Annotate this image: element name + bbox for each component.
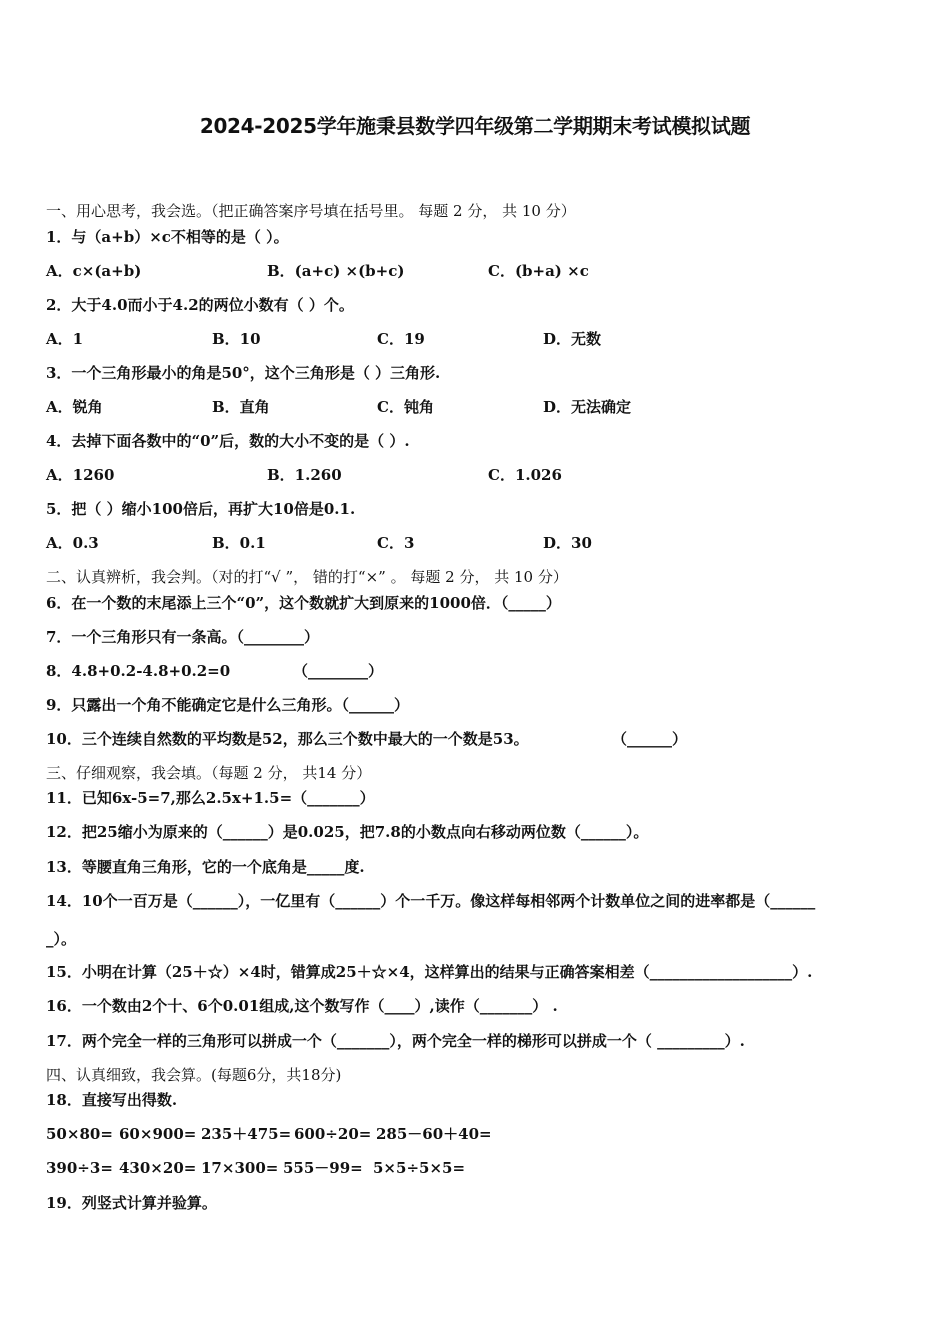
- q4-option-b: B．1.260: [267, 466, 342, 484]
- question-2: 2．大于4.0而小于4.2的两位小数有（ ）个。: [46, 296, 354, 314]
- q5-option-c: C．3: [377, 534, 415, 552]
- calc-item: 50×80=: [46, 1125, 113, 1143]
- calc-item: 390÷3=: [46, 1159, 113, 1177]
- section-1-heading: 一、用心思考，我会选。（把正确答案序号填在括号里。 每题 2 分， 共 10 分）: [46, 202, 576, 220]
- q1-option-b: B．(a+c) ×(b+c): [267, 262, 405, 280]
- question-17: 17．两个完全一样的三角形可以拼成一个（_______），两个完全一样的梯形可以拼成一个（ _________）.: [46, 1032, 745, 1050]
- question-14: 14．10个一百万是（______），一亿里有（______）个一千万。像这样每相邻两个计数单位之间的进率都是（______: [46, 892, 816, 910]
- question-13: 13．等腰直角三角形，它的一个底角是_____度.: [46, 858, 365, 876]
- question-1: 1．与（a+b）×c不相等的是（ ）。: [46, 228, 289, 246]
- question-10-blank: （______）: [612, 730, 688, 748]
- q2-option-a: A．1: [46, 330, 84, 348]
- q5-option-b: B．0.1: [212, 534, 266, 552]
- q2-option-c: C．19: [377, 330, 425, 348]
- q3-option-b: B．直角: [212, 398, 270, 416]
- q2-option-d: D．无数: [543, 330, 602, 348]
- calc-item: 17×300=: [201, 1159, 279, 1177]
- calc-item: 5×5÷5×5=: [373, 1159, 466, 1177]
- q3-option-c: C．钝角: [377, 398, 434, 416]
- q1-option-c: C．(b+a) ×c: [488, 262, 589, 280]
- q4-option-a: A．1260: [46, 466, 115, 484]
- question-3: 3．一个三角形最小的角是50°，这个三角形是（ ）三角形.: [46, 364, 441, 382]
- question-14-continued: _）。: [46, 930, 77, 948]
- question-15: 15．小明在计算（25＋☆）×4时，错算成25＋☆×4，这样算出的结果与正确答案相差（___________________）.: [46, 963, 813, 981]
- q5-option-a: A．0.3: [46, 534, 99, 552]
- calc-item: 60×900=: [119, 1125, 197, 1143]
- question-6: 6．在一个数的末尾添上三个“0”，这个数就扩大到原来的1000倍．（_____）: [46, 594, 561, 612]
- page-title: 2024-2025学年施秉县数学四年级第二学期期末考试模拟试题: [199, 114, 751, 138]
- q3-option-a: A．锐角: [46, 398, 103, 416]
- question-10: 10．三个连续自然数的平均数是52，那么三个数中最大的一个数是53。: [46, 730, 529, 748]
- q2-option-b: B．10: [212, 330, 261, 348]
- section-3-heading: 三、仔细观察，我会填。（每题 2 分， 共14 分）: [46, 764, 372, 782]
- question-19: 19．列竖式计算并验算。: [46, 1194, 217, 1212]
- question-12: 12．把25缩小为原来的（______）是0.025，把7.8的小数点向右移动两位数（______）。: [46, 823, 649, 841]
- question-11: 11．已知6x-5=7,那么2.5x+1.5=（_______）: [46, 789, 375, 807]
- question-5: 5．把（ ）缩小100倍后，再扩大10倍是0.1.: [46, 500, 356, 518]
- section-2-heading: 二、认真辨析，我会判。（对的打“√ ”， 错的打“×” 。 每题 2 分， 共 10 分）: [46, 568, 568, 586]
- q1-option-a: A．c×(a+b): [46, 262, 142, 280]
- q4-option-c: C．1.026: [488, 466, 562, 484]
- question-4: 4．去掉下面各数中的“0”后，数的大小不变的是（ ）.: [46, 432, 410, 450]
- section-4-heading: 四、认真细致，我会算。(每题6分，共18分): [46, 1066, 342, 1084]
- q3-option-d: D．无法确定: [543, 398, 632, 416]
- question-16: 16．一个数由2个十、6个0.01组成,这个数写作（____）,读作（_______） .: [46, 997, 558, 1015]
- calc-item: 555－99=: [283, 1159, 363, 1177]
- question-8: 8．4.8+0.2-4.8+0.2=0: [46, 662, 231, 680]
- calc-item: 430×20=: [119, 1159, 197, 1177]
- question-7: 7．一个三角形只有一条高。（________）: [46, 628, 319, 646]
- question-8-blank: （________）: [293, 662, 384, 680]
- question-18: 18．直接写出得数.: [46, 1091, 178, 1109]
- question-9: 9．只露出一个角不能确定它是什么三角形。（______）: [46, 696, 409, 714]
- q5-option-d: D．30: [543, 534, 592, 552]
- calc-item: 235＋475=: [201, 1125, 292, 1143]
- calc-item: 600÷20=: [294, 1125, 372, 1143]
- calc-item: 285－60＋40=: [376, 1125, 492, 1143]
